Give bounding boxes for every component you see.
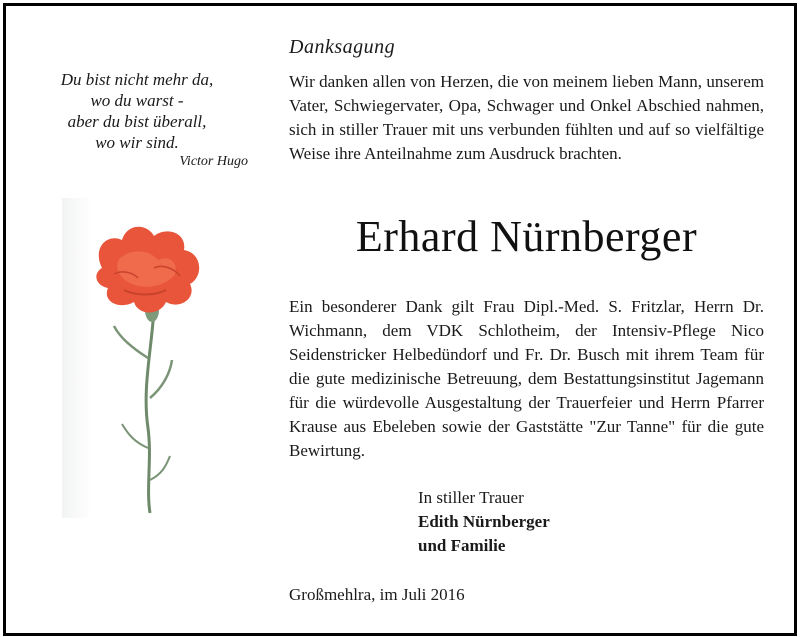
memorial-quote bbox=[26, 69, 248, 171]
special-thanks-paragraph: Ein besonderer Dank gilt Frau Dipl.-Med. S. Fritzlar, Herrn Dr. Wichmann, dem VDK Schlotheim, der Intensiv-Pflege Nico Seidenstricker Helbedündorf und Fr. Dr. Busch mit ihrem Team für die gute medizinische Betreuung, dem Bestattungsinstitut Jagemann für die würdevolle Ausgestaltung der Trauerfeier und Herrn Pfarrer Krause aus Ebeleben sowie der Gaststätte "Zur Tanne" für die gute Bewirtung. bbox=[289, 297, 764, 460]
signature-intro: In stiller Trauer bbox=[418, 488, 524, 507]
carnation-flower-image bbox=[62, 198, 222, 518]
signature-block bbox=[418, 486, 550, 558]
quote-line: wo du warst - bbox=[90, 91, 184, 110]
obituary-card bbox=[3, 3, 797, 636]
thank-you-paragraph: Wir danken allen von Herzen, die von meinem lieben Mann, unserem Vater, Schwiegervater, Opa, Schwager und Onkel Abschied nahmen, sich in stiller Trauer mit uns verbunden fühlten und auf so vielfältige Weise ihre Anteilnahme zum Ausdruck brachten. bbox=[289, 72, 764, 163]
quote-line: wo wir sind. bbox=[95, 133, 179, 152]
quote-line: Du bist nicht mehr da, bbox=[60, 70, 214, 89]
place-date: Großmehlra, im Juli 2016 bbox=[289, 585, 465, 604]
quote-author: Victor Hugo bbox=[179, 154, 248, 169]
signature-family: und Familie bbox=[418, 536, 506, 555]
quote-line: aber du bist überall, bbox=[67, 112, 207, 131]
heading-danksagung: Danksagung bbox=[289, 36, 396, 58]
deceased-name: Erhard Nürnberger bbox=[355, 212, 698, 261]
signature-name: Edith Nürnberger bbox=[418, 512, 550, 531]
